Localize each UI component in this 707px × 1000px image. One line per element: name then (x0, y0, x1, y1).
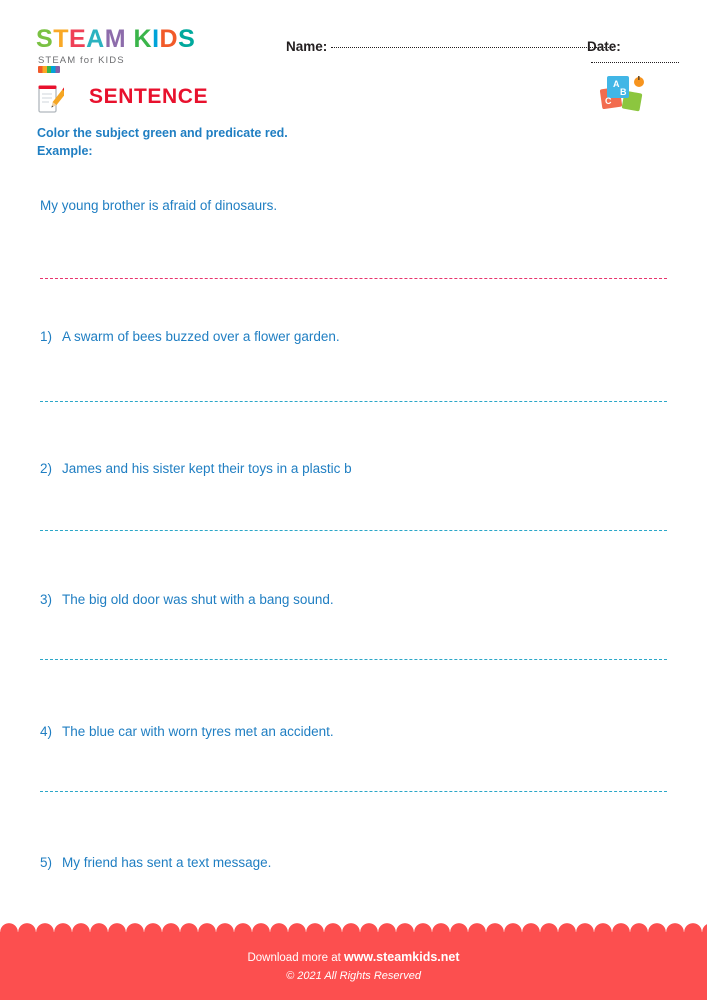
footer-copyright: © 2021 All Rights Reserved (286, 970, 421, 982)
date-input-line[interactable] (591, 62, 679, 63)
instructions (37, 124, 288, 160)
date-field[interactable] (587, 39, 679, 69)
item-text: The blue car with worn tyres met an accident. (62, 724, 334, 739)
footer-site-link[interactable]: www.steamkids.net (343, 950, 460, 964)
name-label: Name: (286, 39, 328, 54)
divider-3 (40, 659, 667, 660)
instructions-line-1: Color the subject green and predicate red. (37, 126, 288, 140)
item-number: 5) (40, 855, 53, 870)
item-number: 4) (40, 724, 53, 739)
item-text: James and his sister kept their toys in a plastic b (62, 461, 352, 476)
svg-text:C: C (605, 96, 612, 106)
brand-logo (36, 26, 236, 66)
divider-example (40, 278, 667, 279)
list-item (40, 724, 334, 739)
svg-text:B: B (620, 87, 627, 97)
list-item (40, 329, 340, 344)
divider-1 (40, 401, 667, 402)
item-text: The big old door was shut with a bang sound. (62, 592, 334, 607)
footer-download-label: Download more at (247, 952, 341, 964)
footer-scallop-decoration (0, 923, 707, 941)
name-field[interactable] (286, 39, 613, 54)
svg-text:A: A (613, 79, 620, 89)
divider-2 (40, 530, 667, 531)
footer-download-line (0, 950, 707, 964)
page-title: SENTENCE (89, 85, 209, 108)
logo-tagline: STEAM for KIDS (38, 55, 125, 66)
logo-wordmark: STEAM KIDS (36, 25, 196, 53)
page-footer (0, 932, 707, 1000)
logo-color-bar (38, 66, 60, 73)
page-header (36, 26, 673, 72)
list-item (40, 461, 352, 476)
item-text: A swarm of bees buzzed over a flower garden. (62, 329, 340, 344)
divider-4 (40, 791, 667, 792)
date-label: Date: (587, 39, 621, 54)
item-text: My friend has sent a text message. (62, 855, 272, 870)
example-sentence-text: My young brother is afraid of dinosaurs. (40, 198, 278, 213)
pencil-notepad-icon (38, 84, 64, 114)
abc-blocks-icon (593, 72, 653, 120)
list-item (40, 855, 271, 870)
name-input-line[interactable] (331, 47, 613, 48)
example-sentence (40, 198, 277, 213)
item-number: 2) (40, 461, 53, 476)
list-item (40, 592, 334, 607)
instructions-line-2: Example: (37, 144, 93, 158)
item-number: 1) (40, 329, 53, 344)
title-row (36, 79, 673, 118)
item-number: 3) (40, 592, 53, 607)
